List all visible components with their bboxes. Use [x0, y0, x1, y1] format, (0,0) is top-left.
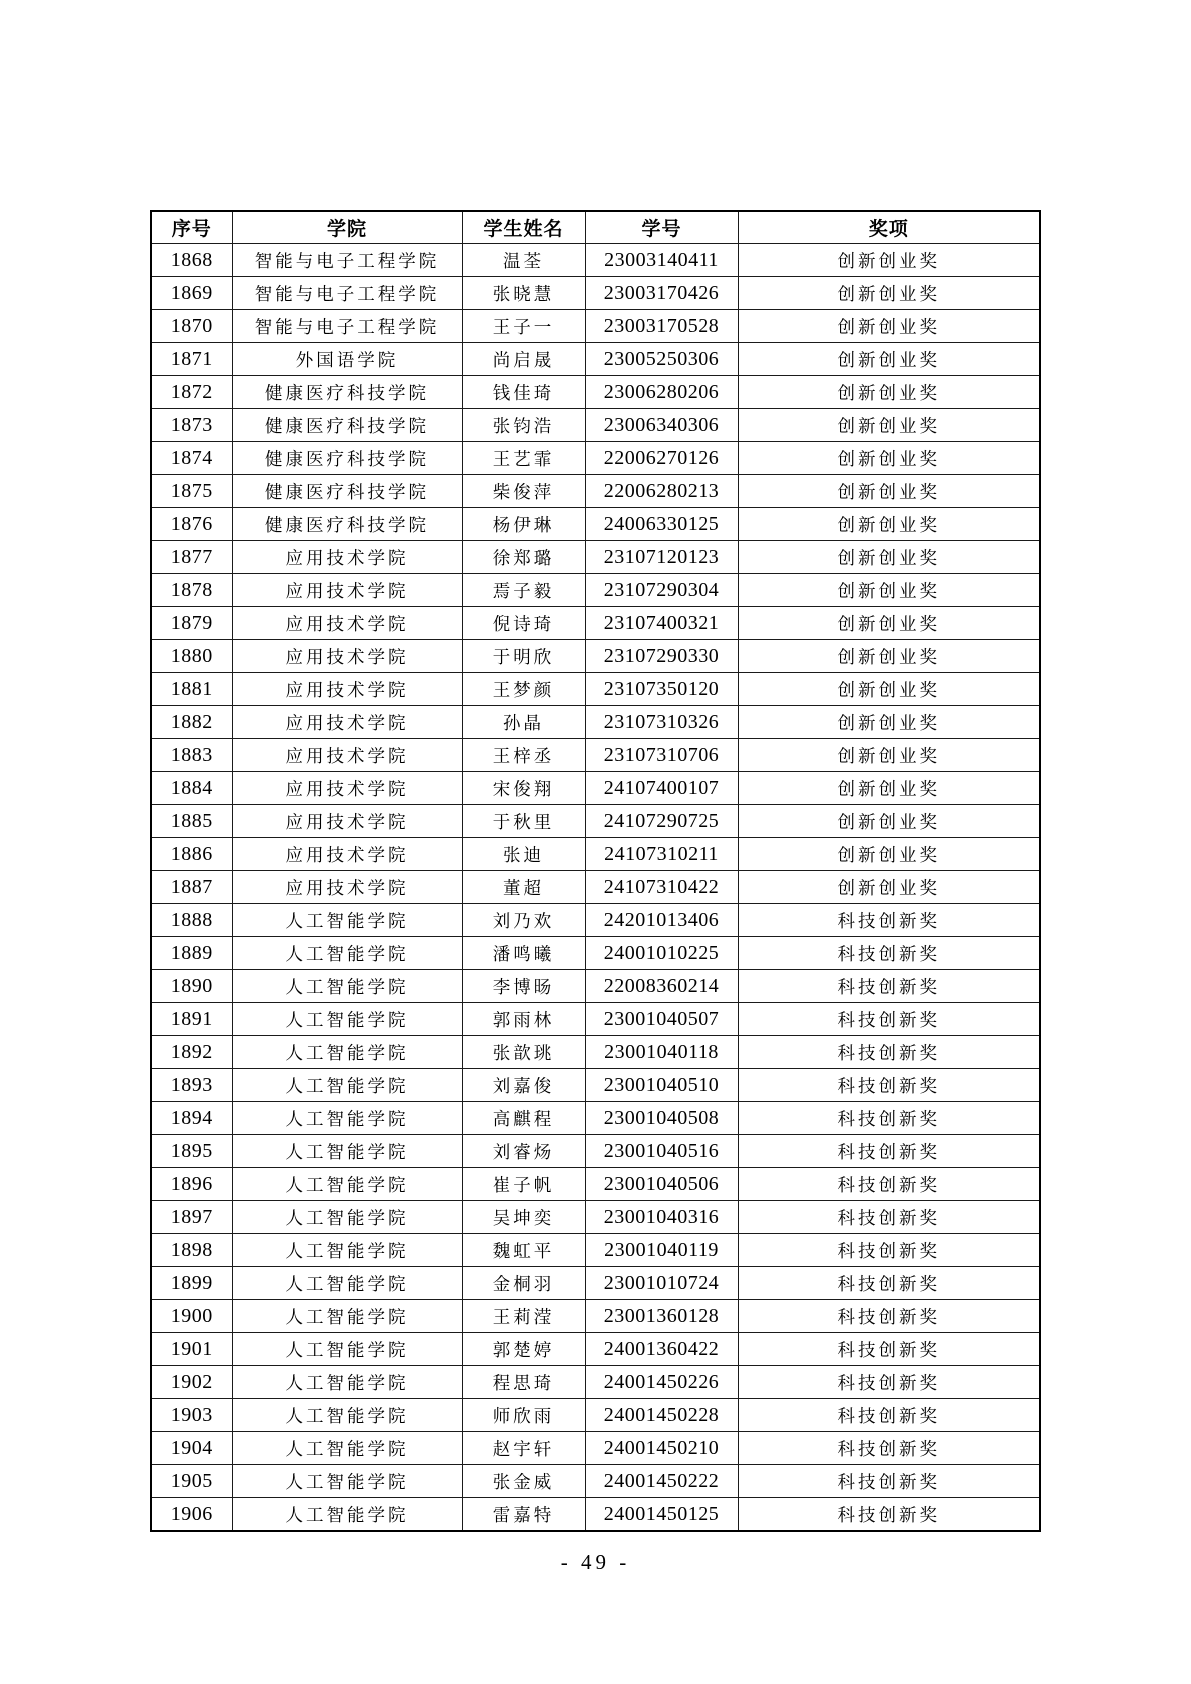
cell-student-id: 23003170426 [585, 277, 738, 310]
cell-index: 1900 [151, 1300, 232, 1333]
cell-award: 科技创新奖 [738, 937, 1040, 970]
table-row [151, 1102, 1040, 1135]
cell-student-id: 24107400107 [585, 772, 738, 805]
cell-student-name: 宋俊翔 [462, 772, 585, 805]
cell-student-name: 郭楚婷 [462, 1333, 585, 1366]
table-row [151, 838, 1040, 871]
table-row [151, 772, 1040, 805]
cell-index: 1879 [151, 607, 232, 640]
cell-college: 人工智能学院 [232, 1135, 462, 1168]
cell-student-id: 23001040316 [585, 1201, 738, 1234]
cell-student-name: 高麒程 [462, 1102, 585, 1135]
cell-award: 科技创新奖 [738, 1102, 1040, 1135]
cell-student-name: 王莉滢 [462, 1300, 585, 1333]
cell-index: 1902 [151, 1366, 232, 1399]
table-row [151, 343, 1040, 376]
cell-index: 1897 [151, 1201, 232, 1234]
cell-student-name: 董超 [462, 871, 585, 904]
cell-student-id: 22006270126 [585, 442, 738, 475]
cell-award: 创新创业奖 [738, 376, 1040, 409]
cell-student-id: 24001450228 [585, 1399, 738, 1432]
cell-college: 应用技术学院 [232, 739, 462, 772]
cell-award: 科技创新奖 [738, 970, 1040, 1003]
cell-student-id: 23001040119 [585, 1234, 738, 1267]
cell-award: 科技创新奖 [738, 1498, 1040, 1532]
cell-student-name: 赵宇轩 [462, 1432, 585, 1465]
table-row [151, 1201, 1040, 1234]
cell-student-id: 23001040510 [585, 1069, 738, 1102]
cell-student-name: 师欣雨 [462, 1399, 585, 1432]
cell-student-id: 23107400321 [585, 607, 738, 640]
cell-student-id: 24001450222 [585, 1465, 738, 1498]
cell-award: 科技创新奖 [738, 904, 1040, 937]
cell-index: 1871 [151, 343, 232, 376]
cell-index: 1875 [151, 475, 232, 508]
cell-college: 外国语学院 [232, 343, 462, 376]
cell-student-id: 24001360422 [585, 1333, 738, 1366]
column-header-index: 序号 [151, 211, 232, 244]
cell-student-id: 23107290330 [585, 640, 738, 673]
cell-college: 健康医疗科技学院 [232, 409, 462, 442]
table-row [151, 1366, 1040, 1399]
table-row [151, 739, 1040, 772]
cell-student-id: 23001040507 [585, 1003, 738, 1036]
cell-student-name: 温荃 [462, 244, 585, 277]
table-row [151, 1003, 1040, 1036]
cell-student-id: 24201013406 [585, 904, 738, 937]
cell-award: 科技创新奖 [738, 1465, 1040, 1498]
table-body [151, 244, 1040, 1532]
cell-student-id: 24107310211 [585, 838, 738, 871]
cell-index: 1905 [151, 1465, 232, 1498]
cell-college: 人工智能学院 [232, 1300, 462, 1333]
cell-award: 创新创业奖 [738, 772, 1040, 805]
cell-student-name: 金桐羽 [462, 1267, 585, 1300]
table-row [151, 376, 1040, 409]
cell-student-name: 张钧浩 [462, 409, 585, 442]
column-header-college: 学院 [232, 211, 462, 244]
cell-award: 创新创业奖 [738, 838, 1040, 871]
cell-index: 1870 [151, 310, 232, 343]
table-row [151, 904, 1040, 937]
cell-student-id: 23107350120 [585, 673, 738, 706]
cell-college: 人工智能学院 [232, 1333, 462, 1366]
cell-student-name: 于明欣 [462, 640, 585, 673]
cell-award: 创新创业奖 [738, 805, 1040, 838]
cell-award: 创新创业奖 [738, 409, 1040, 442]
cell-award: 创新创业奖 [738, 541, 1040, 574]
cell-college: 应用技术学院 [232, 673, 462, 706]
cell-student-id: 23003140411 [585, 244, 738, 277]
cell-student-name: 王艺霏 [462, 442, 585, 475]
cell-student-name: 倪诗琦 [462, 607, 585, 640]
table-row [151, 673, 1040, 706]
cell-index: 1888 [151, 904, 232, 937]
cell-student-id: 23001040508 [585, 1102, 738, 1135]
cell-index: 1887 [151, 871, 232, 904]
table-row [151, 1135, 1040, 1168]
cell-college: 应用技术学院 [232, 706, 462, 739]
table-row [151, 1432, 1040, 1465]
cell-index: 1882 [151, 706, 232, 739]
awards-table [150, 210, 1041, 1532]
cell-index: 1877 [151, 541, 232, 574]
cell-award: 创新创业奖 [738, 343, 1040, 376]
cell-college: 人工智能学院 [232, 1366, 462, 1399]
cell-student-name: 柴俊萍 [462, 475, 585, 508]
cell-student-name: 尚启晟 [462, 343, 585, 376]
cell-college: 健康医疗科技学院 [232, 442, 462, 475]
column-header-award: 奖项 [738, 211, 1040, 244]
cell-student-name: 于秋里 [462, 805, 585, 838]
cell-award: 科技创新奖 [738, 1036, 1040, 1069]
cell-college: 人工智能学院 [232, 1465, 462, 1498]
cell-student-name: 孙晶 [462, 706, 585, 739]
cell-index: 1892 [151, 1036, 232, 1069]
cell-index: 1891 [151, 1003, 232, 1036]
cell-index: 1878 [151, 574, 232, 607]
table-row [151, 640, 1040, 673]
cell-student-id: 24107310422 [585, 871, 738, 904]
cell-student-name: 王梦颜 [462, 673, 585, 706]
table-row [151, 244, 1040, 277]
cell-college: 应用技术学院 [232, 805, 462, 838]
cell-award: 科技创新奖 [738, 1300, 1040, 1333]
cell-college: 应用技术学院 [232, 607, 462, 640]
cell-student-id: 24001010225 [585, 937, 738, 970]
cell-student-name: 杨伊琳 [462, 508, 585, 541]
cell-index: 1894 [151, 1102, 232, 1135]
cell-index: 1904 [151, 1432, 232, 1465]
cell-student-id: 23107310706 [585, 739, 738, 772]
cell-college: 人工智能学院 [232, 1498, 462, 1532]
cell-college: 人工智能学院 [232, 970, 462, 1003]
cell-student-id: 22008360214 [585, 970, 738, 1003]
cell-index: 1903 [151, 1399, 232, 1432]
cell-award: 科技创新奖 [738, 1069, 1040, 1102]
cell-index: 1895 [151, 1135, 232, 1168]
cell-student-id: 23003170528 [585, 310, 738, 343]
cell-award: 创新创业奖 [738, 673, 1040, 706]
table-row [151, 1300, 1040, 1333]
cell-index: 1869 [151, 277, 232, 310]
table-row [151, 1036, 1040, 1069]
cell-student-name: 雷嘉特 [462, 1498, 585, 1532]
cell-student-name: 王梓丞 [462, 739, 585, 772]
cell-student-id: 23006280206 [585, 376, 738, 409]
cell-student-name: 李博旸 [462, 970, 585, 1003]
cell-award: 科技创新奖 [738, 1003, 1040, 1036]
cell-award: 科技创新奖 [738, 1267, 1040, 1300]
cell-student-id: 23001040516 [585, 1135, 738, 1168]
cell-college: 人工智能学院 [232, 1168, 462, 1201]
cell-award: 创新创业奖 [738, 277, 1040, 310]
cell-student-name: 魏虹平 [462, 1234, 585, 1267]
cell-index: 1883 [151, 739, 232, 772]
cell-college: 应用技术学院 [232, 640, 462, 673]
cell-student-id: 23107290304 [585, 574, 738, 607]
cell-index: 1873 [151, 409, 232, 442]
cell-student-name: 刘乃欢 [462, 904, 585, 937]
cell-college: 人工智能学院 [232, 1234, 462, 1267]
cell-student-name: 吴坤奕 [462, 1201, 585, 1234]
table-row [151, 937, 1040, 970]
cell-award: 科技创新奖 [738, 1333, 1040, 1366]
cell-student-name: 王子一 [462, 310, 585, 343]
cell-award: 科技创新奖 [738, 1432, 1040, 1465]
cell-index: 1885 [151, 805, 232, 838]
table-row [151, 1234, 1040, 1267]
table-row [151, 706, 1040, 739]
cell-student-id: 23107120123 [585, 541, 738, 574]
table-row [151, 1399, 1040, 1432]
cell-student-name: 钱佳琦 [462, 376, 585, 409]
table-row [151, 574, 1040, 607]
cell-award: 创新创业奖 [738, 871, 1040, 904]
cell-award: 科技创新奖 [738, 1168, 1040, 1201]
cell-award: 科技创新奖 [738, 1399, 1040, 1432]
table-row [151, 1498, 1040, 1532]
cell-student-id: 24001450210 [585, 1432, 738, 1465]
cell-student-id: 23107310326 [585, 706, 738, 739]
cell-college: 健康医疗科技学院 [232, 376, 462, 409]
cell-student-id: 23001010724 [585, 1267, 738, 1300]
cell-student-name: 焉子毅 [462, 574, 585, 607]
cell-student-name: 程思琦 [462, 1366, 585, 1399]
cell-student-id: 23001040118 [585, 1036, 738, 1069]
cell-college: 人工智能学院 [232, 1102, 462, 1135]
cell-student-id: 24001450226 [585, 1366, 738, 1399]
cell-index: 1868 [151, 244, 232, 277]
cell-award: 创新创业奖 [738, 706, 1040, 739]
cell-college: 人工智能学院 [232, 1432, 462, 1465]
cell-college: 人工智能学院 [232, 937, 462, 970]
cell-index: 1899 [151, 1267, 232, 1300]
cell-index: 1898 [151, 1234, 232, 1267]
cell-student-name: 张歆珧 [462, 1036, 585, 1069]
cell-index: 1906 [151, 1498, 232, 1532]
cell-student-id: 24006330125 [585, 508, 738, 541]
table-row [151, 475, 1040, 508]
cell-award: 创新创业奖 [738, 640, 1040, 673]
cell-college: 智能与电子工程学院 [232, 244, 462, 277]
cell-student-name: 郭雨林 [462, 1003, 585, 1036]
cell-student-name: 刘睿炀 [462, 1135, 585, 1168]
cell-student-name: 刘嘉俊 [462, 1069, 585, 1102]
cell-college: 健康医疗科技学院 [232, 508, 462, 541]
cell-award: 创新创业奖 [738, 310, 1040, 343]
cell-index: 1893 [151, 1069, 232, 1102]
table-row [151, 1333, 1040, 1366]
cell-student-id: 23006340306 [585, 409, 738, 442]
cell-student-name: 张金威 [462, 1465, 585, 1498]
column-header-student-id: 学号 [585, 211, 738, 244]
cell-student-name: 潘鸣曦 [462, 937, 585, 970]
table-row [151, 277, 1040, 310]
table-row [151, 970, 1040, 1003]
cell-index: 1881 [151, 673, 232, 706]
table-header-row [151, 211, 1040, 244]
cell-college: 智能与电子工程学院 [232, 277, 462, 310]
cell-index: 1889 [151, 937, 232, 970]
cell-award: 创新创业奖 [738, 739, 1040, 772]
cell-college: 人工智能学院 [232, 1267, 462, 1300]
cell-student-id: 23001040506 [585, 1168, 738, 1201]
cell-student-name: 张晓慧 [462, 277, 585, 310]
table-row [151, 508, 1040, 541]
cell-award: 创新创业奖 [738, 244, 1040, 277]
cell-index: 1884 [151, 772, 232, 805]
cell-student-name: 徐郑璐 [462, 541, 585, 574]
cell-college: 人工智能学院 [232, 1003, 462, 1036]
table-row [151, 1168, 1040, 1201]
cell-college: 应用技术学院 [232, 871, 462, 904]
table-row [151, 409, 1040, 442]
cell-index: 1874 [151, 442, 232, 475]
page-number: - 49 - [560, 1550, 631, 1574]
cell-index: 1901 [151, 1333, 232, 1366]
cell-student-name: 崔子帆 [462, 1168, 585, 1201]
cell-award: 科技创新奖 [738, 1366, 1040, 1399]
cell-student-id: 23005250306 [585, 343, 738, 376]
cell-college: 人工智能学院 [232, 1399, 462, 1432]
cell-award: 科技创新奖 [738, 1234, 1040, 1267]
cell-student-id: 23001360128 [585, 1300, 738, 1333]
cell-index: 1880 [151, 640, 232, 673]
cell-college: 智能与电子工程学院 [232, 310, 462, 343]
cell-college: 人工智能学院 [232, 1201, 462, 1234]
cell-award: 创新创业奖 [738, 607, 1040, 640]
cell-student-id: 22006280213 [585, 475, 738, 508]
cell-index: 1876 [151, 508, 232, 541]
table-row [151, 1267, 1040, 1300]
table-row [151, 1465, 1040, 1498]
cell-award: 创新创业奖 [738, 574, 1040, 607]
table-row [151, 541, 1040, 574]
cell-college: 应用技术学院 [232, 574, 462, 607]
cell-index: 1896 [151, 1168, 232, 1201]
cell-index: 1872 [151, 376, 232, 409]
table-row [151, 871, 1040, 904]
cell-college: 应用技术学院 [232, 541, 462, 574]
cell-college: 人工智能学院 [232, 1036, 462, 1069]
cell-award: 科技创新奖 [738, 1201, 1040, 1234]
cell-award: 科技创新奖 [738, 1135, 1040, 1168]
cell-college: 健康医疗科技学院 [232, 475, 462, 508]
table-row [151, 607, 1040, 640]
table-row [151, 310, 1040, 343]
cell-index: 1890 [151, 970, 232, 1003]
cell-award: 创新创业奖 [738, 475, 1040, 508]
cell-college: 应用技术学院 [232, 772, 462, 805]
cell-college: 应用技术学院 [232, 838, 462, 871]
cell-college: 人工智能学院 [232, 904, 462, 937]
cell-award: 创新创业奖 [738, 508, 1040, 541]
column-header-student-name: 学生姓名 [462, 211, 585, 244]
cell-student-id: 24107290725 [585, 805, 738, 838]
table-row [151, 442, 1040, 475]
cell-index: 1886 [151, 838, 232, 871]
cell-student-name: 张迪 [462, 838, 585, 871]
cell-award: 创新创业奖 [738, 442, 1040, 475]
cell-college: 人工智能学院 [232, 1069, 462, 1102]
table-row [151, 805, 1040, 838]
cell-student-id: 24001450125 [585, 1498, 738, 1532]
table-row [151, 1069, 1040, 1102]
